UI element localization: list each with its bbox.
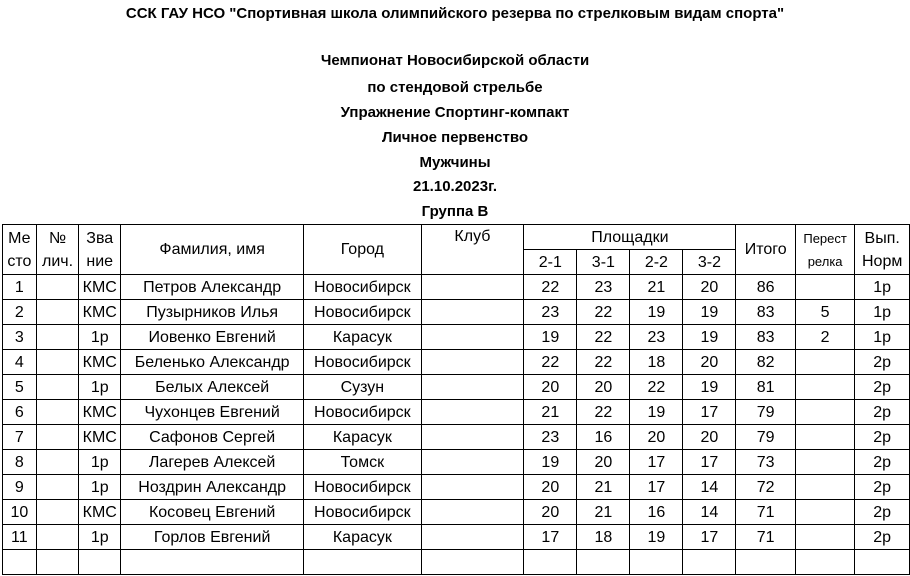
cell-stand-3-2: 17: [683, 400, 736, 425]
table-row-empty: [3, 550, 910, 575]
cell-stand-3-2: 17: [683, 525, 736, 550]
empty-cell: [683, 550, 736, 575]
cell-city: Новосибирск: [304, 300, 421, 325]
cell-stand-3-1: 21: [577, 475, 630, 500]
cell-stand-2-1: 22: [524, 350, 577, 375]
col-place-top: Ме: [8, 229, 31, 247]
cell-shootoff: [795, 525, 854, 550]
col-name: Фамилия, имя: [121, 225, 304, 275]
cell-club: [421, 375, 524, 400]
col-number-top: №: [48, 229, 67, 247]
cell-stand-2-2: 22: [630, 375, 683, 400]
cell-total: 83: [736, 325, 795, 350]
col-stand-2-2: 2-2: [630, 250, 683, 275]
cell-stand-2-1: 19: [524, 325, 577, 350]
cell-stand-3-2: 19: [683, 325, 736, 350]
cell-total: 72: [736, 475, 795, 500]
table-header: [3, 225, 910, 275]
cell-stand-3-1: 18: [577, 525, 630, 550]
cell-norm: 2р: [855, 375, 910, 400]
col-norm-bottom: Норм: [862, 252, 903, 270]
cell-name: Белых Алексей: [121, 375, 304, 400]
table-row: [3, 350, 910, 375]
cell-stand-3-2: 14: [683, 475, 736, 500]
cell-club: [421, 325, 524, 350]
empty-cell: [736, 550, 795, 575]
cell-number: [36, 275, 79, 300]
event-title-line2: по стендовой стрельбе: [367, 79, 543, 96]
cell-stand-3-1: 22: [577, 350, 630, 375]
cell-club: [421, 275, 524, 300]
cell-stand-2-2: 19: [630, 300, 683, 325]
cell-city: Карасук: [304, 325, 421, 350]
cell-stand-2-2: 17: [630, 475, 683, 500]
cell-rank: 1р: [79, 375, 121, 400]
cell-stand-2-1: 23: [524, 425, 577, 450]
col-shootoff-bottom: релка: [807, 253, 843, 269]
gender-title: Мужчины: [419, 154, 491, 171]
cell-stand-3-2: 17: [683, 450, 736, 475]
cell-club: [421, 300, 524, 325]
cell-place: 6: [3, 400, 37, 425]
cell-place: 4: [3, 350, 37, 375]
cell-place: 9: [3, 475, 37, 500]
organization-title: ССК ГАУ НСО "Спортивная школа олимпийского резерва по стрелковым видам спорта": [125, 5, 785, 22]
cell-norm: 2р: [855, 450, 910, 475]
cell-place: 1: [3, 275, 37, 300]
cell-name: Петров Александр: [121, 275, 304, 300]
empty-cell: [795, 550, 854, 575]
cell-name: Ноздрин Александр: [121, 475, 304, 500]
cell-stand-2-1: 20: [524, 375, 577, 400]
cell-place: 11: [3, 525, 37, 550]
col-place: [3, 225, 37, 275]
cell-city: Сузун: [304, 375, 421, 400]
cell-city: Новосибирск: [304, 500, 421, 525]
cell-rank: КМС: [79, 350, 121, 375]
cell-name: Лагерев Алексей: [121, 450, 304, 475]
cell-stand-2-1: 23: [524, 300, 577, 325]
cell-stand-3-1: 21: [577, 500, 630, 525]
col-rank-top: Зва: [86, 229, 114, 247]
cell-shootoff: [795, 350, 854, 375]
category-title: Личное первенство: [381, 129, 529, 146]
empty-cell: [855, 550, 910, 575]
cell-stand-3-2: 19: [683, 375, 736, 400]
cell-club: [421, 425, 524, 450]
table-body: [3, 275, 910, 575]
results-table: [2, 224, 910, 575]
cell-stand-2-2: 19: [630, 525, 683, 550]
cell-number: [36, 500, 79, 525]
cell-name: Горлов Евгений: [121, 525, 304, 550]
cell-shootoff: [795, 375, 854, 400]
cell-total: 79: [736, 425, 795, 450]
empty-cell: [79, 550, 121, 575]
table-row: [3, 275, 910, 300]
cell-club: [421, 500, 524, 525]
cell-total: 73: [736, 450, 795, 475]
cell-name: Беленько Александр: [121, 350, 304, 375]
col-place-bottom: сто: [7, 252, 32, 270]
cell-stand-3-2: 14: [683, 500, 736, 525]
cell-shootoff: [795, 275, 854, 300]
col-city: Город: [304, 225, 421, 275]
event-title-line1: Чемпионат Новосибирской области: [320, 52, 590, 69]
cell-shootoff: [795, 500, 854, 525]
cell-number: [36, 425, 79, 450]
empty-cell: [121, 550, 304, 575]
cell-stand-3-1: 20: [577, 375, 630, 400]
table-row: [3, 325, 910, 350]
empty-cell: [524, 550, 577, 575]
cell-norm: 1р: [855, 275, 910, 300]
cell-stand-2-1: 22: [524, 275, 577, 300]
col-norm: [855, 225, 910, 275]
cell-city: Карасук: [304, 525, 421, 550]
empty-cell: [421, 550, 524, 575]
col-rank-bottom: ние: [86, 252, 114, 270]
cell-number: [36, 325, 79, 350]
cell-total: 83: [736, 300, 795, 325]
col-shootoff-top: Перест: [803, 230, 847, 246]
empty-cell: [630, 550, 683, 575]
cell-rank: КМС: [79, 425, 121, 450]
cell-stand-3-2: 20: [683, 425, 736, 450]
empty-cell: [36, 550, 79, 575]
cell-total: 82: [736, 350, 795, 375]
cell-club: [421, 350, 524, 375]
cell-total: 71: [736, 525, 795, 550]
cell-shootoff: [795, 450, 854, 475]
cell-stand-2-2: 21: [630, 275, 683, 300]
cell-rank: 1р: [79, 325, 121, 350]
cell-stand-2-2: 17: [630, 450, 683, 475]
cell-place: 5: [3, 375, 37, 400]
cell-stand-2-1: 20: [524, 475, 577, 500]
empty-cell: [3, 550, 37, 575]
cell-total: 71: [736, 500, 795, 525]
cell-rank: КМС: [79, 500, 121, 525]
cell-stand-3-2: 19: [683, 300, 736, 325]
cell-place: 3: [3, 325, 37, 350]
group-title: Группа В: [421, 203, 489, 220]
cell-stand-2-2: 20: [630, 425, 683, 450]
table-row: [3, 375, 910, 400]
col-number-bottom: лич.: [41, 252, 74, 270]
cell-total: 86: [736, 275, 795, 300]
cell-stand-2-2: 23: [630, 325, 683, 350]
empty-cell: [577, 550, 630, 575]
cell-norm: 2р: [855, 500, 910, 525]
cell-shootoff: [795, 425, 854, 450]
cell-number: [36, 350, 79, 375]
cell-stand-2-1: 20: [524, 500, 577, 525]
cell-name: Сафонов Сергей: [121, 425, 304, 450]
cell-city: Новосибирск: [304, 400, 421, 425]
cell-total: 79: [736, 400, 795, 425]
table-row: [3, 525, 910, 550]
col-stand-3-1: 3-1: [577, 250, 630, 275]
cell-club: [421, 475, 524, 500]
cell-stand-3-1: 22: [577, 300, 630, 325]
cell-club: [421, 400, 524, 425]
cell-shootoff: [795, 400, 854, 425]
col-club: Клуб: [421, 225, 524, 275]
date-title: 21.10.2023г.: [413, 178, 497, 195]
col-total: Итого: [736, 225, 795, 275]
cell-city: Томск: [304, 450, 421, 475]
cell-city: Новосибирск: [304, 275, 421, 300]
cell-norm: 2р: [855, 475, 910, 500]
cell-rank: КМС: [79, 400, 121, 425]
col-stand-2-1: 2-1: [524, 250, 577, 275]
cell-shootoff: 5: [795, 300, 854, 325]
cell-norm: 2р: [855, 400, 910, 425]
cell-name: Чухонцев Евгений: [121, 400, 304, 425]
cell-norm: 2р: [855, 425, 910, 450]
cell-name: Косовец Евгений: [121, 500, 304, 525]
cell-number: [36, 475, 79, 500]
cell-rank: КМС: [79, 275, 121, 300]
cell-place: 7: [3, 425, 37, 450]
table-row: [3, 450, 910, 475]
cell-place: 8: [3, 450, 37, 475]
col-norm-top: Вып.: [864, 229, 900, 247]
cell-place: 10: [3, 500, 37, 525]
cell-stand-3-1: 22: [577, 325, 630, 350]
exercise-title: Упражнение Спортинг-компакт: [340, 104, 570, 121]
cell-stand-3-1: 22: [577, 400, 630, 425]
cell-rank: 1р: [79, 525, 121, 550]
empty-cell: [304, 550, 421, 575]
cell-stand-2-1: 19: [524, 450, 577, 475]
cell-rank: 1р: [79, 475, 121, 500]
cell-stand-3-1: 16: [577, 425, 630, 450]
cell-stand-3-1: 23: [577, 275, 630, 300]
cell-total: 81: [736, 375, 795, 400]
cell-number: [36, 400, 79, 425]
table-row: [3, 500, 910, 525]
cell-city: Карасук: [304, 425, 421, 450]
col-shootoff: [795, 225, 854, 275]
cell-name: Иовенко Евгений: [121, 325, 304, 350]
cell-place: 2: [3, 300, 37, 325]
cell-stand-2-2: 19: [630, 400, 683, 425]
cell-stand-2-2: 16: [630, 500, 683, 525]
cell-shootoff: 2: [795, 325, 854, 350]
cell-club: [421, 525, 524, 550]
cell-number: [36, 300, 79, 325]
table-row: [3, 425, 910, 450]
cell-rank: 1р: [79, 450, 121, 475]
table-row: [3, 400, 910, 425]
cell-number: [36, 375, 79, 400]
cell-norm: 1р: [855, 325, 910, 350]
cell-stand-2-1: 21: [524, 400, 577, 425]
cell-stand-3-2: 20: [683, 350, 736, 375]
cell-club: [421, 450, 524, 475]
cell-rank: КМС: [79, 300, 121, 325]
cell-city: Новосибирск: [304, 350, 421, 375]
cell-city: Новосибирск: [304, 475, 421, 500]
col-stand-3-2: 3-2: [683, 250, 736, 275]
table-row: [3, 300, 910, 325]
cell-stand-3-1: 20: [577, 450, 630, 475]
cell-shootoff: [795, 475, 854, 500]
table-row: [3, 475, 910, 500]
cell-number: [36, 525, 79, 550]
cell-stand-2-1: 17: [524, 525, 577, 550]
cell-norm: 1р: [855, 300, 910, 325]
cell-norm: 2р: [855, 525, 910, 550]
cell-name: Пузырников Илья: [121, 300, 304, 325]
col-number: [36, 225, 79, 275]
col-rank: [79, 225, 121, 275]
cell-norm: 2р: [855, 350, 910, 375]
cell-number: [36, 450, 79, 475]
cell-stand-3-2: 20: [683, 275, 736, 300]
cell-stand-2-2: 18: [630, 350, 683, 375]
col-stands: Площадки: [524, 225, 736, 250]
